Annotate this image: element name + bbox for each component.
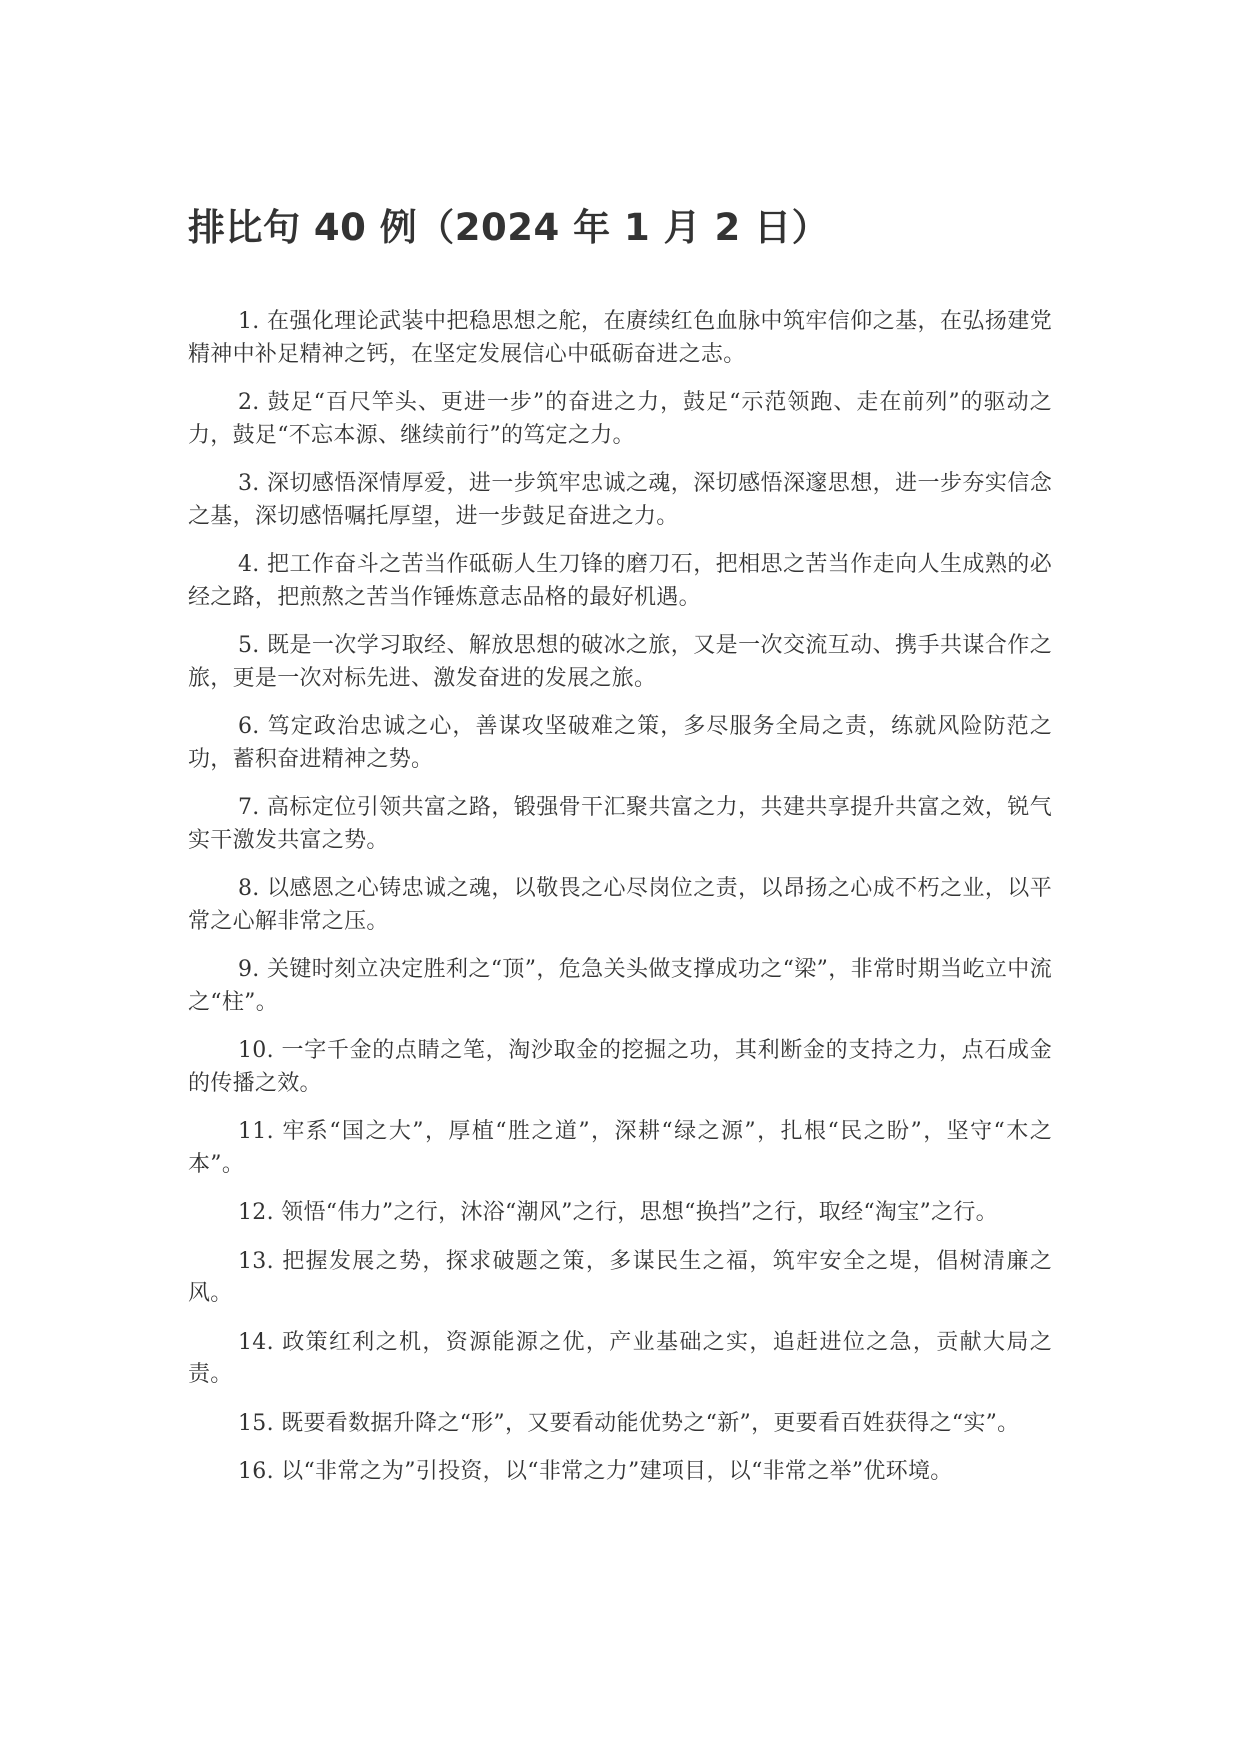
list-item: 16. 以“非常之为”引投资，以“非常之力”建项目，以“非常之举”优环境。	[238, 1459, 953, 1484]
list-item: 9. 关键时刻立决定胜利之“顶”，危急关头做支撑成功之“梁”，非常时期当屹立中流之“柱”。	[188, 957, 1052, 1015]
list-item: 14. 政策红利之机，资源能源之优，产业基础之实，追赶进位之急，贡献大局之责。	[188, 1329, 1052, 1387]
document-body	[188, 306, 1052, 1505]
list-item: 3. 深切感悟深情厚爱，进一步筑牢忠诚之魂，深切感悟深邃思想，进一步夯实信念之基，深切感悟嘱托厚望，进一步鼓足奋进之力。	[188, 471, 1052, 529]
list-item: 4. 把工作奋斗之苦当作砥砺人生刀锋的磨刀石，把相思之苦当作走向人生成熟的必经之路，把煎熬之苦当作锤炼意志品格的最好机遇。	[188, 552, 1052, 610]
list-item: 5. 既是一次学习取经、解放思想的破冰之旅，又是一次交流互动、携手共谋合作之旅，更是一次对标先进、激发奋进的发展之旅。	[188, 633, 1052, 691]
list-item: 6. 笃定政治忠诚之心，善谋攻坚破难之策，多尽服务全局之责，练就风险防范之功，蓄积奋进精神之势。	[188, 714, 1052, 772]
list-item: 7. 高标定位引领共富之路，锻强骨干汇聚共富之力，共建共享提升共富之效，锐气实干激发共富之势。	[188, 795, 1052, 853]
list-item: 15. 既要看数据升降之“形”，又要看动能优势之“新”，更要看百姓获得之“实”。	[238, 1410, 1020, 1436]
list-item: 1. 在强化理论武装中把稳思想之舵，在赓续红色血脉中筑牢信仰之基，在弘扬建党精神中补足精神之钙，在坚定发展信心中砥砺奋进之志。	[188, 309, 1052, 367]
list-item: 8. 以感恩之心铸忠诚之魂，以敬畏之心尽岗位之责，以昂扬之心成不朽之业，以平常之心解非常之压。	[188, 876, 1052, 934]
list-item: 11. 牢系“国之大”，厚植“胜之道”，深耕“绿之源”，扎根“民之盼”，坚守“木之本”。	[188, 1119, 1052, 1177]
list-item: 2. 鼓足“百尺竿头、更进一步”的奋进之力，鼓足“示范领跑、走在前列”的驱动之力，鼓足“不忘本源、继续前行”的笃定之力。	[188, 390, 1052, 448]
list-item: 12. 领悟“伟力”之行，沐浴“潮风”之行，思想“换挡”之行，取经“淘宝”之行。	[238, 1200, 998, 1225]
page-title: 排比句 40 例（2024 年 1 月 2 日）	[188, 206, 830, 249]
list-item: 13. 把握发展之势，探求破题之策，多谋民生之福，筑牢安全之堤，倡树清廉之风。	[188, 1248, 1052, 1306]
list-item: 10. 一字千金的点睛之笔，淘沙取金的挖掘之功，其利断金的支持之力，点石成金的传播之效。	[188, 1038, 1052, 1096]
